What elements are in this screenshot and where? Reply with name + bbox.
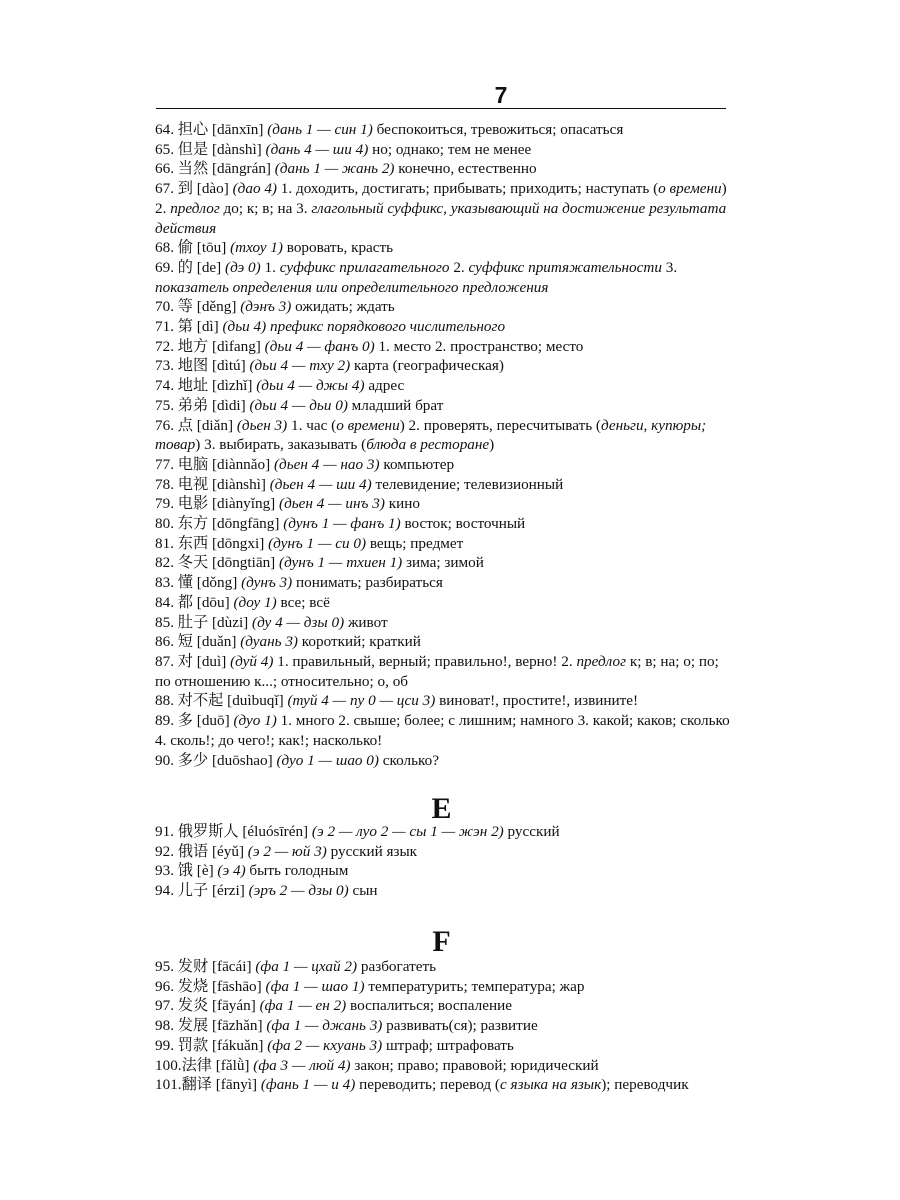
dictionary-entry	[155, 822, 730, 842]
entry-italic-text: (дьен 3)	[236, 416, 288, 434]
entry-text: 82. 冬天 [dōngtiān]	[155, 554, 280, 572]
entry-italic-text: (туй 4 — пу 0 — цси 3)	[287, 692, 436, 710]
entry-italic-text: суффикс прилагательного	[279, 258, 450, 276]
entry-text: к; в; на; о; по; по отношению к...; относительно; о, об	[155, 652, 719, 690]
dictionary-entry	[155, 957, 730, 977]
entry-italic-text: (дунъ 1 — фанъ 1)	[283, 515, 401, 533]
entry-text: ); переводчик	[601, 1076, 689, 1094]
entry-italic-text: глагольный суффикс, указывающий на достижение результата действия	[155, 199, 727, 237]
entry-text: 97. 发炎 [fāyán]	[155, 997, 260, 1015]
dictionary-entry	[155, 396, 730, 416]
entry-text: 71. 第 [dì]	[155, 318, 223, 336]
entry-text: 72. 地方 [dìfang]	[155, 337, 265, 355]
dictionary-entry	[155, 297, 730, 317]
entry-text: восток; восточный	[400, 515, 526, 533]
dictionary-entry	[155, 751, 730, 771]
entry-italic-text: (ду 4 — дзы 0)	[252, 613, 345, 631]
entry-text: 77. 电脑 [diànnǎo]	[155, 455, 274, 473]
entry-text: 81. 东西 [dōngxi]	[155, 534, 269, 552]
dictionary-entry	[155, 238, 730, 258]
entry-italic-text: (дьи 4 — дьи 0)	[249, 396, 348, 414]
dictionary-entry	[155, 977, 730, 997]
entry-text: 86. 短 [duǎn]	[155, 633, 241, 651]
entry-text: 73. 地图 [dìtú]	[155, 357, 250, 375]
dictionary-entry	[155, 711, 730, 750]
entry-italic-text: (дьи 4 — фанъ 0)	[264, 337, 375, 355]
entry-text: 1. правильный, верный; правильно!, верно! 2.	[273, 652, 577, 670]
entry-italic-text: (дунъ 3)	[241, 574, 293, 592]
entry-italic-text: (фань 1 — и 4)	[260, 1076, 356, 1094]
entry-text: 68. 偷 [tōu]	[155, 239, 231, 257]
entry-text: воспалиться; воспаление	[346, 997, 512, 1015]
entry-text: 67. 到 [dào]	[155, 180, 233, 198]
entry-text: 1. много 2. свыше; более; с лишним; намного 3. какой; каков; сколько 4. сколь!; до чего!; как!; насколько!	[155, 712, 730, 749]
entry-text: адрес	[364, 377, 405, 395]
entry-text: 94. 儿子 [érzi]	[155, 882, 249, 900]
entry-italic-text: (тхоу 1)	[230, 239, 283, 257]
entry-italic-text: (дуо 1 — шао 0)	[276, 751, 379, 769]
entry-text: 99. 罚款 [fákuǎn]	[155, 1036, 268, 1054]
dictionary-entry	[155, 337, 730, 357]
entry-italic-text: о времени	[658, 180, 722, 198]
entry-text: 98. 发展 [fāzhǎn]	[155, 1017, 267, 1035]
entry-italic-text: показатель определения или определительного предложения	[155, 278, 549, 296]
entry-italic-text: (дэнъ 3)	[240, 298, 292, 316]
dictionary-entry	[155, 1075, 730, 1095]
entry-text: беспокоиться, тревожиться; опасаться	[372, 121, 624, 138]
dictionary-entry	[155, 842, 730, 862]
entry-text: но; однако; тем не менее	[368, 140, 532, 158]
entry-italic-text: (фа 1 — ен 2)	[259, 997, 347, 1015]
entry-text: русский язык	[326, 842, 418, 860]
dictionary-entry	[155, 861, 730, 881]
page-number: 7	[494, 82, 508, 108]
entry-italic-text: (дьен 4 — ши 4)	[269, 475, 372, 493]
entry-italic-text: (дьи 4 — джы 4)	[256, 377, 365, 395]
entry-text: 74. 地址 [dìzhǐ]	[155, 377, 257, 395]
dictionary-entry	[155, 475, 730, 495]
entry-text: 64. 担心 [dānxīn]	[155, 121, 268, 138]
entry-text: зима; зимой	[402, 554, 484, 572]
entry-text: компьютер	[379, 455, 455, 473]
entry-text: 70. 等 [děng]	[155, 298, 241, 316]
dictionary-entry	[155, 593, 730, 613]
entry-text: живот	[344, 613, 388, 631]
entry-text: 1. место 2. пространство; место	[374, 337, 584, 355]
entry-text: все; всё	[276, 593, 330, 611]
entry-text: 85. 肚子 [dùzi]	[155, 613, 253, 631]
dictionary-entry	[155, 120, 730, 140]
dictionary-entry	[155, 1016, 730, 1036]
entry-text: 90. 多少 [duōshao]	[155, 751, 277, 769]
entry-italic-text: (дань 4 — ши 4)	[265, 140, 369, 158]
entries-letter-e	[155, 822, 730, 901]
entry-italic-text: (дань 1 — жань 2)	[274, 160, 395, 178]
dictionary-entry	[155, 881, 730, 901]
dictionary-entry	[155, 376, 730, 396]
dictionary-entry	[155, 159, 730, 179]
dictionary-entry	[155, 317, 730, 337]
entry-italic-text: предлог	[576, 652, 627, 670]
entry-text: 79. 电影 [diànyǐng]	[155, 495, 280, 513]
entry-italic-text: (дуо 1)	[233, 712, 277, 730]
entry-text: ожидать; ждать	[291, 298, 395, 316]
entry-italic-text: предлог	[170, 199, 220, 217]
dictionary-entry	[155, 416, 730, 455]
entry-text: 95. 发财 [fācái]	[155, 958, 256, 975]
entry-italic-text: (фа 2 — кхуань 3)	[267, 1036, 383, 1054]
entry-text: 78. 电视 [diànshì]	[155, 475, 270, 493]
entry-italic-text: (дьи 4)	[222, 318, 267, 336]
dictionary-entry	[155, 455, 730, 475]
dictionary-entry	[155, 573, 730, 593]
entry-text: 87. 对 [duì]	[155, 652, 231, 670]
entry-italic-text: деньги, купюры; товар	[155, 416, 707, 454]
entry-italic-text: (дэ 0)	[225, 258, 261, 276]
entry-text: 2.	[449, 258, 469, 276]
section-heading-e: E	[431, 792, 452, 825]
entry-text: сколько?	[378, 751, 439, 769]
entry-text: сын	[348, 882, 378, 900]
dictionary-entry	[155, 258, 730, 297]
header-rule	[156, 108, 726, 109]
entry-text: 100.法律 [fǎlǜ]	[155, 1056, 254, 1074]
dictionary-entry	[155, 534, 730, 554]
dictionary-entry	[155, 1036, 730, 1056]
entry-text: 89. 多 [duō]	[155, 712, 234, 730]
entry-text: закон; право; правовой; юридический	[350, 1056, 599, 1074]
entry-italic-text: (дуань 3)	[240, 633, 298, 651]
entry-text: короткий; краткий	[297, 633, 421, 651]
entry-italic-text: (э 4)	[217, 862, 246, 880]
entries-letter-d	[155, 120, 730, 770]
entry-text: кино	[384, 495, 420, 513]
entry-text: штраф; штрафовать	[382, 1036, 514, 1054]
entry-italic-text: (дунъ 1 — тхиен 1)	[279, 554, 403, 572]
entry-text: 65. 但是 [dànshì]	[155, 140, 266, 158]
entry-text: 1.	[260, 258, 280, 276]
entry-text: 75. 弟弟 [dìdi]	[155, 396, 250, 414]
entry-text: )	[489, 436, 495, 454]
entry-text: воровать, красть	[282, 239, 394, 257]
dictionary-entry	[155, 691, 730, 711]
entry-italic-text: о времени	[336, 416, 400, 434]
entries-letter-f	[155, 957, 730, 1095]
dictionary-entry	[155, 514, 730, 534]
entry-text: до; к; в; на 3.	[219, 199, 312, 217]
entry-italic-text: (э 2 — юй 3)	[247, 842, 327, 860]
dictionary-entry	[155, 494, 730, 514]
entry-italic-text: блюда в ресторане	[366, 436, 490, 454]
entry-text: ) 3. выбирать, заказывать (	[195, 436, 367, 454]
entry-italic-text: (фа 1 — шао 1)	[265, 977, 365, 995]
entry-text: 1. час (	[287, 416, 337, 434]
entry-italic-text: (дань 1 — син 1)	[267, 121, 373, 138]
entry-text: 76. 点 [diǎn]	[155, 416, 237, 434]
dictionary-entry	[155, 140, 730, 160]
entry-text: младший брат	[347, 396, 444, 414]
entry-text: 69. 的 [de]	[155, 258, 226, 276]
dictionary-entry	[155, 553, 730, 573]
entry-italic-text: (э 2 — луо 2 — сы 1 — жэн 2)	[311, 823, 504, 840]
entry-text: 93. 饿 [è]	[155, 862, 218, 880]
entry-text: 3.	[661, 258, 678, 276]
entry-text: 80. 东方 [dōngfāng]	[155, 515, 284, 533]
entry-italic-text: префикс порядкового числительного	[270, 318, 506, 336]
entry-italic-text: (дьен 4 — нао 3)	[273, 455, 380, 473]
entry-text: вещь; предмет	[366, 534, 464, 552]
entry-italic-text: (дунъ 1 — си 0)	[268, 534, 367, 552]
dictionary-entry	[155, 632, 730, 652]
entry-text: карта (географическая)	[350, 357, 504, 375]
entry-text: переводить; перевод (	[355, 1076, 500, 1094]
entry-text: телевидение; телевизионный	[371, 475, 564, 493]
entry-italic-text: (дьи 4 — тху 2)	[249, 357, 351, 375]
entry-italic-text: (доу 1)	[233, 593, 277, 611]
entry-text: быть голодным	[245, 862, 349, 880]
entry-text: 83. 懂 [dǒng]	[155, 574, 242, 592]
entry-italic-text: (эръ 2 — дзы 0)	[248, 882, 349, 900]
entry-text: конечно, естественно	[394, 160, 537, 178]
entry-text: виноват!, простите!, извините!	[435, 692, 639, 710]
dictionary-entry	[155, 996, 730, 1016]
entry-text: 66. 当然 [dāngrán]	[155, 160, 275, 178]
entry-italic-text: с языка на язык	[499, 1076, 602, 1094]
entry-italic-text: (фа 3 — люй 4)	[253, 1056, 351, 1074]
dictionary-entry	[155, 613, 730, 633]
entry-text: температурить; температура; жар	[364, 977, 585, 995]
entry-text: 88. 对不起 [duìbuqǐ]	[155, 692, 288, 710]
dictionary-entry	[155, 356, 730, 376]
entry-italic-text: (дьен 4 — инъ 3)	[279, 495, 385, 513]
section-heading-f: F	[432, 925, 451, 958]
entry-text: понимать; разбираться	[292, 574, 443, 592]
dictionary-entry	[155, 1056, 730, 1076]
entry-text: 96. 发烧 [fāshāo]	[155, 977, 266, 995]
dictionary-entry	[155, 179, 730, 238]
entry-text: 92. 俄语 [éyǔ]	[155, 842, 248, 860]
entry-text: ) 2. проверять, пересчитывать (	[399, 416, 601, 434]
entry-italic-text: (дао 4)	[232, 180, 277, 198]
entry-text: 84. 都 [dōu]	[155, 593, 234, 611]
entry-text: 101.翻译 [fānyì]	[155, 1076, 261, 1094]
entry-text: 91. 俄罗斯人 [éluósīrén]	[155, 823, 312, 840]
dictionary-entry	[155, 652, 730, 691]
entry-text: развивать(ся); развитие	[382, 1017, 538, 1035]
entry-text: русский	[503, 823, 560, 840]
entry-text: разбогатеть	[357, 958, 437, 975]
entry-text: 1. доходить, достигать; прибывать; приходить; наступать (	[277, 180, 659, 198]
entry-italic-text: (фа 1 — цхай 2)	[255, 958, 358, 975]
entry-text: ) 2.	[155, 180, 727, 217]
entry-italic-text: суффикс притяжательности	[468, 258, 662, 276]
entry-italic-text: (дуй 4)	[230, 652, 274, 670]
entry-italic-text: (фа 1 — джань 3)	[266, 1017, 383, 1035]
